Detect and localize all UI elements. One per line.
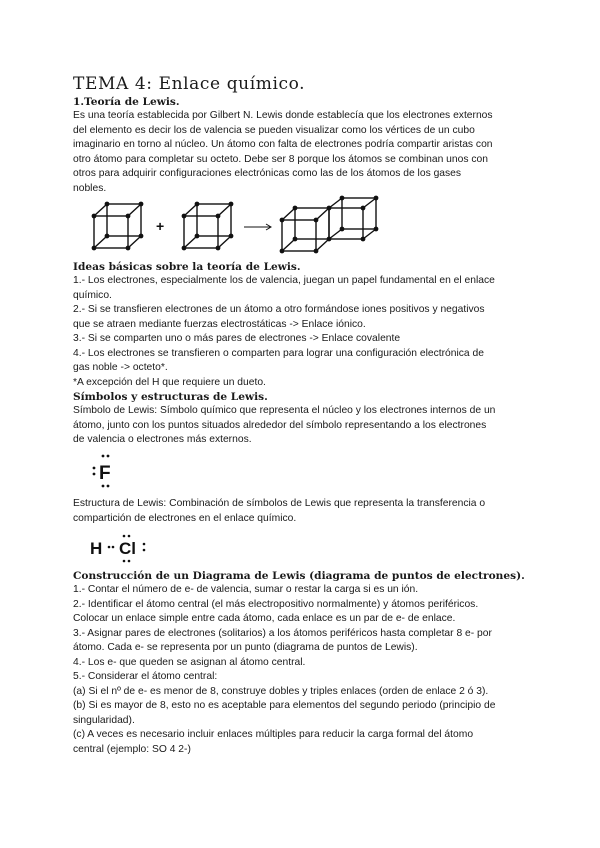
text-line: nobles.: [73, 182, 107, 194]
cube-right: [184, 204, 231, 248]
text-line: 4.- Los e- que queden se asignan al átomo central.: [73, 656, 306, 668]
text-line: 3.- Si se comparten uno o más pares de electrones -> Enlace covalente: [73, 333, 401, 344]
hydrogen-symbol: H: [90, 539, 103, 558]
paragraph-lewis-structure: [73, 497, 533, 526]
lewis-symbol-fluorine: [88, 452, 128, 490]
text-line: (b) Si es mayor de 8, esto no es aceptable para elementos del segundo periodo (principio de: [73, 700, 496, 711]
text-line: átomo. Cada e- se representa por un punto (diagrama de puntos de Lewis).: [73, 642, 418, 653]
text-line: 5.- Considerar el átomo central:: [73, 671, 218, 682]
text-line: 2.- Identificar el átomo central (el más electropositivo normalmente) y átomos periféricos.: [73, 598, 479, 610]
fluorine-symbol: F: [99, 463, 111, 484]
text-line: otro átomo para completar su octeto. Debe ser 8 porque los átomos se combinan unos con: [73, 153, 488, 165]
section-heading-lewis-theory: 1.Teoría de Lewis.: [73, 96, 180, 108]
text-line: 3.- Asignar pares de electrones (solitarios) a los átomos periféricos hasta completar 8 e- por: [73, 627, 492, 639]
text-line: (a) Si el nº de e- es menor de 8, construye dobles y triples enlaces (orden de enlace 2 ó 3).: [73, 685, 489, 697]
text-line: compartición de electrones en el enlace químico.: [73, 512, 297, 524]
page-title: TEMA 4: Enlace químico.: [73, 74, 306, 94]
chlorine-symbol: Cl: [119, 539, 136, 558]
text-line: de valencia o electrones más externos.: [73, 434, 252, 445]
text-line: imaginario en torno al núcleo. Un átomo con falta de electrones podría compartir aristas con: [73, 139, 493, 150]
section-heading-basic-ideas: Ideas básicas sobre la teoría de Lewis.: [73, 261, 301, 273]
text-line: otros para adquirir configuraciones electrónicas como las de los átomos de los gases: [73, 168, 462, 179]
text-line: central (ejemplo: SO 4 2-): [73, 743, 191, 755]
paragraph-lewis-theory: [73, 109, 533, 196]
text-line: 2.- Si se transfieren electrones de un átomo a otro formándose iones positivos y negativos: [73, 304, 485, 315]
text-line: Colocar un enlace simple entre cada átomo, cada enlace es un par de e- de enlace.: [73, 613, 456, 624]
text-line: 1.- Contar el número de e- de valencia, sumar o restar la carga si es un ión.: [73, 584, 419, 595]
lewis-cubes-figure: [86, 196, 406, 256]
text-line: átomo, junto con los puntos situados alrededor del símbolo representando a los electrones: [73, 419, 487, 431]
paragraph-lewis-symbol: [73, 404, 533, 448]
text-line: 4.- Los electrones se transfieren o comparten para lograr una configuración electrónica de: [73, 347, 484, 359]
cube-left: [94, 204, 141, 248]
text-line: (c) A veces es necesario incluir enlaces múltiples para reducir la carga formal del átomo: [73, 729, 474, 740]
text-line: del elemento es decir los de valencia se pueden visualizar como los vértices de un cubo: [73, 124, 475, 136]
text-line: químico.: [73, 289, 112, 301]
section-heading-lewis-symbols: Símbolos y estructuras de Lewis.: [73, 391, 268, 403]
paragraph-lewis-diagram-steps: [73, 583, 533, 757]
section-heading-lewis-diagram: Construcción de un Diagrama de Lewis (diagrama de puntos de electrones).: [73, 570, 525, 582]
text-line: Estructura de Lewis: Combinación de símbolos de Lewis que representa la transferencia o: [73, 498, 486, 509]
text-line: *A excepción del H que requiere un dueto.: [73, 376, 266, 388]
text-line: singularidad).: [73, 714, 135, 726]
text-line: que se atraen mediante fuerzas electrostáticas -> Enlace iónico.: [73, 318, 366, 330]
text-line: gas noble -> octeto*.: [73, 362, 168, 373]
paragraph-basic-ideas: [73, 274, 533, 390]
text-line: 1.- Los electrones, especialmente los de valencia, juegan un papel fundamental en el enlace: [73, 275, 495, 286]
plus-sign: +: [156, 218, 165, 234]
lewis-structure-hcl: [88, 533, 158, 565]
text-line: Es una teoría establecida por Gilbert N. Lewis donde establecía que los electrones externos: [73, 110, 493, 121]
text-line: Símbolo de Lewis: Símbolo químico que representa el núcleo y los electrones internos de un: [73, 405, 496, 416]
